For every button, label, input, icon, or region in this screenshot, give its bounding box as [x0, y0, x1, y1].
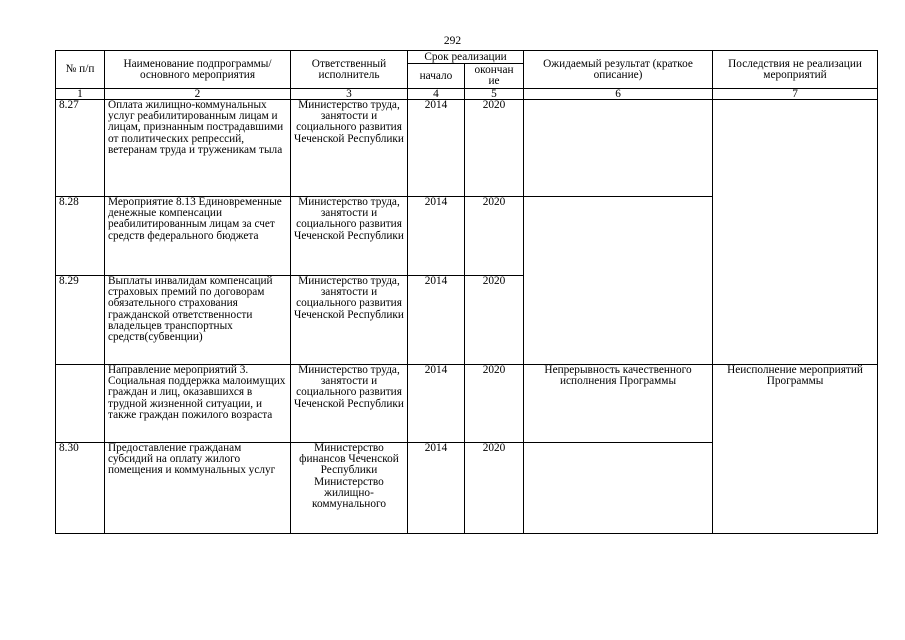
program-table [55, 50, 878, 534]
row-start: 2014 [408, 276, 465, 365]
row-responsible: Министерство труда, занятости и социального развития Чеченской Республики [291, 197, 408, 276]
index-cell: 7 [713, 89, 878, 100]
index-cell: 5 [465, 89, 524, 100]
row-number [56, 365, 105, 443]
header-responsible: Ответственный исполнитель [291, 51, 408, 89]
row-end: 2020 [465, 443, 524, 534]
header-start: начало [408, 64, 465, 89]
header-term: Срок реализации [408, 51, 524, 64]
row-start: 2014 [408, 443, 465, 534]
row-start: 2014 [408, 197, 465, 276]
row-end: 2020 [465, 365, 524, 443]
row-consequences-empty [713, 100, 878, 365]
header-consequences: Последствия не реализации мероприятий [713, 51, 878, 89]
row-end: 2020 [465, 276, 524, 365]
row-result [524, 443, 713, 534]
row-responsible: Министерство труда, занятости и социального развития Чеченской Республики [291, 365, 408, 443]
index-cell: 2 [105, 89, 291, 100]
row-responsible: Министерство финансов Чеченской Республики Министерство жилищно-коммунального [291, 443, 408, 534]
row-number: 8.27 [56, 100, 105, 197]
header-result: Ожидаемый результат (краткое описание) [524, 51, 713, 89]
page-number: 292 [443, 35, 462, 47]
row-consequences: Неисполнение мероприятий Программы [713, 365, 878, 534]
row-name: Мероприятие 8.13 Единовременные денежные компенсации реабилитированным лицам за счет средств федерального бюджета [105, 197, 291, 276]
row-name: Выплаты инвалидам компенсаций страховых премий по договорам обязательного страхования гражданской ответственности владельцев транспортных средств(субвенции) [105, 276, 291, 365]
index-row [56, 89, 878, 100]
table-row [56, 100, 878, 197]
index-cell: 4 [408, 89, 465, 100]
row-responsible: Министерство труда, занятости и социального развития Чеченской Республики [291, 276, 408, 365]
row-number: 8.28 [56, 197, 105, 276]
header-name: Наименование подпрограммы/ основного мероприятия [105, 51, 291, 89]
row-result [524, 100, 713, 197]
row-start: 2014 [408, 365, 465, 443]
row-name: Оплата жилищно-коммунальных услуг реабилитированным лицам и лицам, признанным пострадавшими от политических репрессий, ветеранам труда и труженикам тыла [105, 100, 291, 197]
index-cell: 6 [524, 89, 713, 100]
row-result [524, 197, 713, 365]
row-name: Предоставление гражданам субсидий на оплату жилого помещения и коммунальных услуг [105, 443, 291, 534]
row-number: 8.30 [56, 443, 105, 534]
header-num: № п/п [56, 51, 105, 89]
row-result: Непрерывность качественного исполнения Программы [524, 365, 713, 443]
index-cell: 1 [56, 89, 105, 100]
row-end: 2020 [465, 100, 524, 197]
row-responsible: Министерство труда, занятости и социального развития Чеченской Республики [291, 100, 408, 197]
row-number: 8.29 [56, 276, 105, 365]
index-cell: 3 [291, 89, 408, 100]
row-start: 2014 [408, 100, 465, 197]
row-name: Направление мероприятий 3. Социальная поддержка малоимущих граждан и лиц, оказавшихся в трудной жизненной ситуации, и также граждан пожилого возраста [105, 365, 291, 443]
header-row [56, 51, 878, 64]
table-row [56, 365, 878, 443]
row-end: 2020 [465, 197, 524, 276]
header-end: окончан ие [465, 64, 524, 89]
